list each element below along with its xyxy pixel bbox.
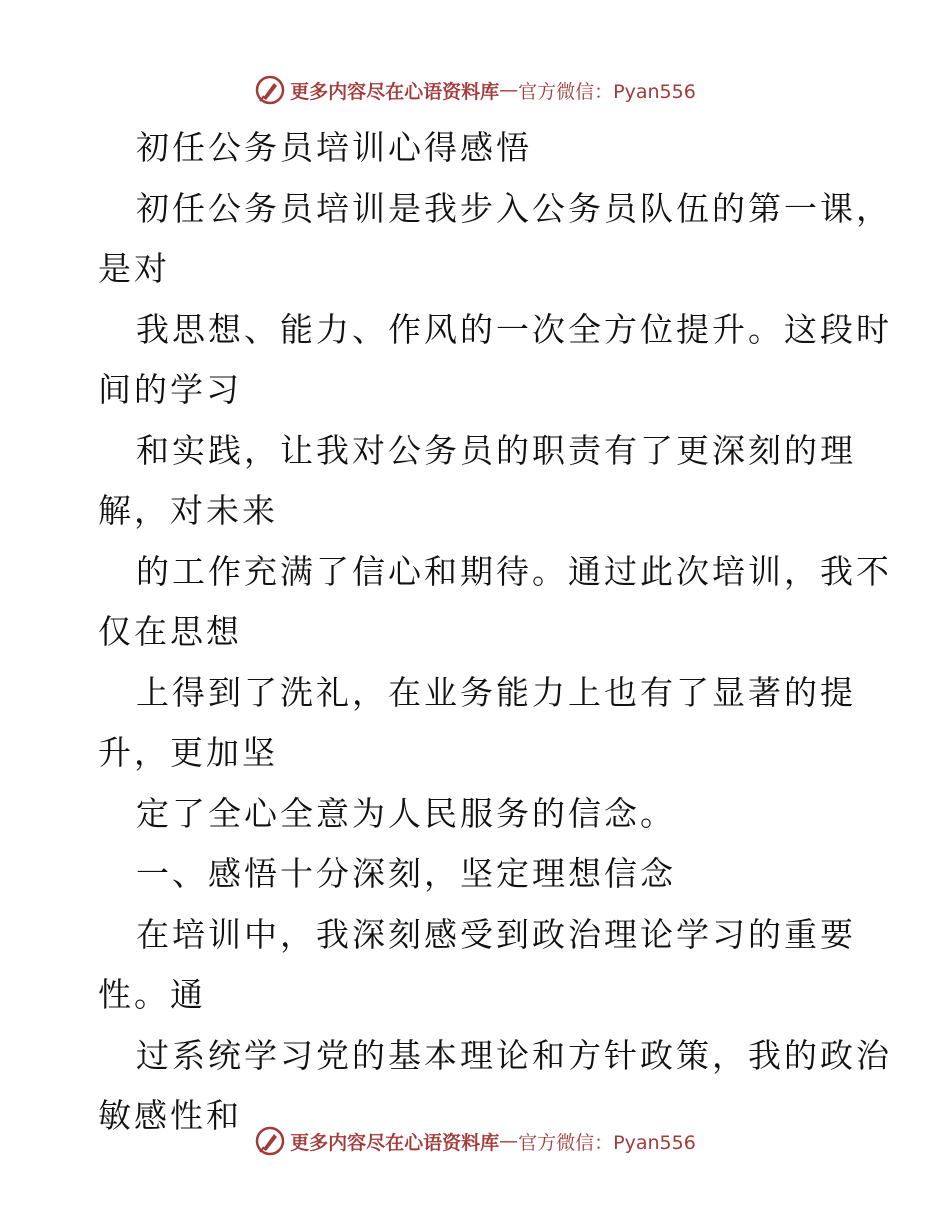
banner-dash: —: [499, 79, 519, 101]
text-line: 一、感悟十分深刻，坚定理想信念: [136, 854, 676, 893]
banner-title: 更多内容尽在心语资料库: [290, 1131, 500, 1154]
header-banner: [0, 70, 950, 110]
text-line: 性。通: [98, 975, 206, 1014]
document-body: [98, 118, 892, 1147]
text-line: 间的学习: [98, 370, 242, 409]
quill-pen-logo-icon: [254, 74, 286, 106]
banner-wechat: 官方微信：Pyan556: [518, 1131, 696, 1154]
text-line: 升，更加坚: [98, 733, 278, 772]
text-line: 定了全心全意为人民服务的信念。: [136, 793, 676, 833]
banner-title: 更多内容尽在心语资料库: [290, 80, 500, 103]
text-line: 解，对未来: [98, 491, 278, 530]
text-line: 的工作充满了信心和期待。通过此次培训，我不: [136, 551, 892, 591]
text-line: 我思想、能力、作风的一次全方位提升。这段时: [136, 309, 892, 349]
banner-dash: —: [499, 1130, 519, 1152]
text-line: 在培训中，我深刻感受到政治理论学习的重要: [136, 914, 856, 954]
text-line: 初任公务员培训是我步入公务员队伍的第一课，: [136, 188, 892, 228]
footer-banner: [0, 1121, 950, 1161]
text-line: 上得到了洗礼，在业务能力上也有了显著的提: [136, 672, 856, 712]
text-line: 过系统学习党的基本理论和方针政策，我的政治: [136, 1035, 892, 1075]
text-line: 是对: [98, 249, 170, 288]
quill-pen-logo-icon: [254, 1125, 286, 1157]
banner-wechat: 官方微信：Pyan556: [518, 80, 696, 103]
text-line: 仅在思想: [98, 612, 242, 651]
text-line: 和实践，让我对公务员的职责有了更深刻的理: [136, 430, 856, 470]
text-line: 初任公务员培训心得感悟: [136, 128, 532, 167]
text-line: 敏感性和: [98, 1096, 242, 1135]
